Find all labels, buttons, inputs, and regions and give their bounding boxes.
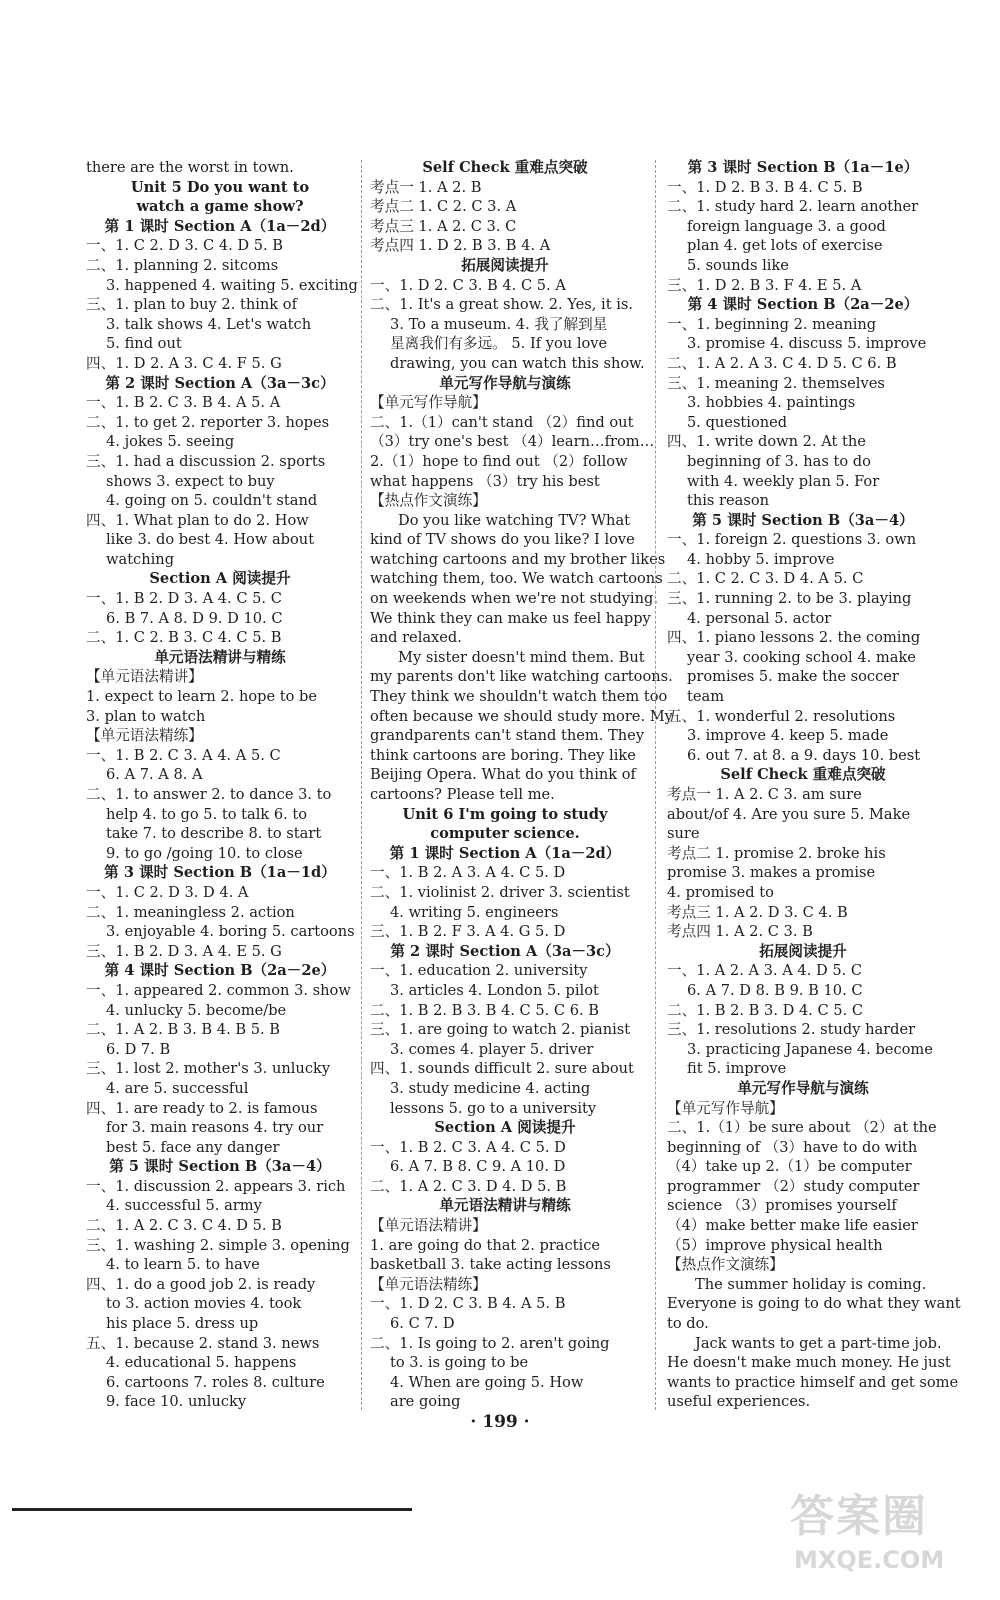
answer-line: 三、1. washing 2. simple 3. opening bbox=[86, 1236, 350, 1254]
answer-line: 二、1. C 2. C 3. D 4. A 5. C bbox=[667, 570, 864, 588]
answer-line: 二、1. meaningless 2. action bbox=[86, 903, 295, 921]
answer-line: 四、1. D 2. A 3. C 4. F 5. G bbox=[86, 354, 282, 372]
answer-line: grandparents can't stand them. They bbox=[370, 727, 645, 745]
answer-line: We think they can make us feel happy bbox=[370, 609, 651, 627]
answer-line: kind of TV shows do you like? I love bbox=[370, 531, 635, 549]
answer-line: 4. educational 5. happens bbox=[106, 1354, 297, 1372]
answer-line: best 5. face any danger bbox=[106, 1138, 280, 1156]
answer-line: 4. When are going 5. How bbox=[390, 1373, 584, 1391]
answer-line: 一、1. B 2. C 3. B 4. A 5. A bbox=[86, 394, 281, 412]
answer-line: foreign language 3. a good bbox=[687, 217, 886, 235]
section-heading: 单元写作导航与演练 bbox=[439, 374, 571, 392]
answer-line: cartoons? Please tell me. bbox=[370, 786, 555, 803]
answer-line: 三、1. plan to buy 2. think of bbox=[86, 296, 297, 314]
answer-line: for 3. main reasons 4. try our bbox=[106, 1119, 324, 1137]
answer-line: plan 4. get lots of exercise bbox=[687, 237, 883, 255]
answer-line: 一、1. discussion 2. appears 3. rich bbox=[86, 1177, 346, 1195]
answer-line: 一、1. A 2. A 3. A 4. D 5. C bbox=[667, 962, 863, 980]
answer-line: 6. B 7. A 8. D 9. D 10. C bbox=[106, 609, 283, 627]
answer-line: 【热点作文演练】 bbox=[370, 492, 487, 510]
answer-line: My sister doesn't mind them. But bbox=[398, 648, 645, 666]
answer-line: 【热点作文演练】 bbox=[667, 1256, 784, 1274]
column-divider bbox=[655, 160, 656, 1410]
answer-line: 【单元语法精练】 bbox=[370, 1275, 487, 1293]
answer-line: 三、1. meaning 2. themselves bbox=[667, 374, 885, 392]
answer-line: 6. out 7. at 8. a 9. days 10. best bbox=[687, 746, 921, 764]
column-divider bbox=[361, 160, 362, 1410]
answer-line: 二、1. B 2. B 3. D 4. C 5. C bbox=[667, 1001, 864, 1019]
answer-line: They think we shouldn't watch them too bbox=[370, 688, 668, 706]
section-heading: 第 5 课时 Section B（3a－4） bbox=[692, 511, 914, 529]
footer-rule bbox=[12, 1508, 412, 1511]
answer-line: 三、1. lost 2. mother's 3. unlucky bbox=[86, 1060, 331, 1078]
answer-line: 考点一 1. A 2. B bbox=[370, 178, 482, 196]
answer-line: 一、1. C 2. D 3. C 4. D 5. B bbox=[86, 237, 284, 255]
section-heading: Unit 5 Do you want to bbox=[130, 178, 310, 196]
answer-line: to 3. action movies 4. took bbox=[106, 1295, 302, 1313]
answer-line: his place 5. dress up bbox=[106, 1315, 259, 1333]
answer-line: 四、1. write down 2. At the bbox=[667, 433, 866, 451]
answer-line: wants to practice himself and get some bbox=[667, 1373, 959, 1391]
answer-line: （4）take up 2.（1）be computer bbox=[667, 1158, 912, 1176]
answer-line: 考点二 1. promise 2. broke his bbox=[667, 844, 886, 862]
answer-line: to do. bbox=[667, 1315, 709, 1333]
answer-line: 4. to learn 5. to have bbox=[106, 1256, 260, 1274]
answer-line: and relaxed. bbox=[370, 629, 462, 647]
answer-line: 3. improve 4. keep 5. made bbox=[687, 727, 889, 745]
section-heading: 第 2 课时 Section A（3a－3c） bbox=[390, 942, 620, 960]
answer-line: 6. C 7. D bbox=[390, 1315, 455, 1333]
answer-line: 三、1. running 2. to be 3. playing bbox=[667, 590, 912, 608]
answer-line: 二、1. Is going to 2. aren't going bbox=[370, 1334, 610, 1352]
answer-line: 四、1. are ready to 2. is famous bbox=[86, 1099, 318, 1117]
answer-line: 二、1. A 2. C 3. C 4. D 5. B bbox=[86, 1217, 282, 1235]
section-heading: 第 1 课时 Section A（1a－2d） bbox=[389, 844, 621, 862]
answer-line: 考点三 1. A 2. D 3. C 4. B bbox=[667, 903, 848, 921]
answer-line: 6. A 7. B 8. C 9. A 10. D bbox=[390, 1158, 566, 1176]
section-heading: Section A 阅读提升 bbox=[149, 570, 291, 588]
answer-line: like 3. do best 4. How about bbox=[106, 531, 315, 549]
answer-line: to 3. is going to be bbox=[390, 1354, 529, 1372]
section-heading: 第 2 课时 Section A（3a－3c） bbox=[105, 374, 335, 392]
section-heading: Self Check 重难点突破 bbox=[720, 766, 886, 784]
answer-line: 四、1. do a good job 2. is ready bbox=[86, 1275, 316, 1293]
answer-line: 考点三 1. A 2. C 3. C bbox=[370, 217, 517, 235]
answer-line: Beijing Opera. What do you think of bbox=[370, 766, 636, 784]
section-heading: Self Check 重难点突破 bbox=[422, 159, 588, 176]
answer-line: watching cartoons and my brother likes bbox=[370, 550, 666, 568]
answer-line: 3. enjoyable 4. boring 5. cartoons bbox=[106, 923, 355, 941]
answer-line: 3. plan to watch bbox=[86, 707, 206, 725]
answer-line: 6. A 7. A 8. A bbox=[106, 766, 203, 784]
section-heading: 第 5 课时 Section B（3a－4） bbox=[109, 1158, 331, 1176]
answer-line: （5）improve physical health bbox=[667, 1236, 883, 1254]
answer-line: 三、1. had a discussion 2. sports bbox=[86, 452, 326, 470]
section-heading: 单元语法精讲与精练 bbox=[154, 648, 286, 666]
answer-line: promises 5. make the soccer bbox=[687, 668, 899, 686]
answer-line: 星离我们有多远。 5. If you love bbox=[390, 335, 608, 353]
answer-line: 3. comes 4. player 5. driver bbox=[390, 1040, 594, 1058]
answer-line: programmer （2）study computer bbox=[667, 1177, 920, 1195]
column-left bbox=[86, 158, 358, 1412]
answer-line: （3）try one's best （4）learn…from… bbox=[370, 433, 655, 451]
watermark-logo bbox=[790, 1480, 975, 1592]
answer-line: 二、1. A 2. B 3. B 4. B 5. B bbox=[86, 1021, 280, 1039]
answer-line: 5. find out bbox=[106, 335, 182, 353]
answer-line: beginning of （3）have to do with bbox=[667, 1138, 918, 1156]
answer-line: 二、1. study hard 2. learn another bbox=[667, 198, 919, 216]
answer-line: 二、1. It's a great show. 2. Yes, it is. bbox=[370, 296, 634, 314]
answer-line: about/of 4. Are you sure 5. Make bbox=[667, 805, 911, 823]
answer-line: 三、1. D 2. B 3. F 4. E 5. A bbox=[667, 276, 862, 294]
answer-line: 3. articles 4. London 5. pilot bbox=[390, 981, 599, 999]
answer-line: 二、1. violinist 2. driver 3. scientist bbox=[370, 883, 630, 901]
answer-line: 1. expect to learn 2. hope to be bbox=[86, 688, 318, 706]
answer-line: （4）make better make life easier bbox=[667, 1217, 918, 1235]
answer-line: 一、1. D 2. C 3. B 4. C 5. A bbox=[370, 276, 566, 294]
answer-line: 【单元写作导航】 bbox=[667, 1099, 784, 1117]
answer-line: 4. personal 5. actor bbox=[687, 609, 832, 627]
section-heading: 第 3 课时 Section B（1a－1e） bbox=[687, 159, 919, 176]
answer-line: on weekends when we're not studying. bbox=[370, 590, 658, 608]
answer-line: basketball 3. take acting lessons bbox=[370, 1256, 611, 1274]
answer-line: 6. D 7. B bbox=[106, 1040, 171, 1058]
answer-line: year 3. cooking school 4. make bbox=[687, 648, 916, 666]
answer-line: think cartoons are boring. They like bbox=[370, 746, 636, 764]
answer-line: this reason bbox=[687, 492, 770, 510]
answer-line: 考点一 1. A 2. C 3. am sure bbox=[667, 786, 862, 803]
answer-line: team bbox=[687, 688, 725, 706]
answer-line: 一、1. B 2. A 3. A 4. C 5. D bbox=[370, 864, 566, 882]
answer-line: 四、1. What plan to do 2. How bbox=[86, 511, 309, 529]
answer-line: 3. hobbies 4. paintings bbox=[687, 394, 856, 412]
answer-line: 2.（1）hope to find out （2）follow bbox=[370, 452, 628, 470]
answer-line: He doesn't make much money. He just bbox=[667, 1354, 951, 1372]
answer-line: Do you like watching TV? What bbox=[398, 511, 631, 529]
answer-line: help 4. to go 5. to talk 6. to bbox=[106, 805, 308, 823]
answer-line: 3. happened 4. waiting 5. exciting bbox=[106, 276, 358, 294]
answer-line: 4. hobby 5. improve bbox=[687, 550, 835, 568]
answer-line: 3. practicing Japanese 4. become bbox=[687, 1040, 933, 1058]
section-heading: Unit 6 I'm going to study bbox=[402, 805, 608, 823]
answer-line: 一、1. B 2. C 3. A 4. C 5. D bbox=[370, 1138, 566, 1156]
answer-line: what happens （3）try his best bbox=[370, 472, 600, 490]
answer-line: 二、1. C 2. B 3. C 4. C 5. B bbox=[86, 629, 282, 647]
answer-line: lessons 5. go to a university bbox=[390, 1099, 597, 1117]
answer-line: Everyone is going to do what they want bbox=[667, 1295, 961, 1313]
answer-line: Jack wants to get a part-time job. bbox=[695, 1334, 942, 1352]
answer-line: shows 3. expect to buy bbox=[106, 472, 275, 490]
answer-line: science （3）promises yourself bbox=[667, 1197, 897, 1215]
answer-line: 考点四 1. A 2. C 3. B bbox=[667, 923, 813, 941]
answer-line: 4. jokes 5. seeing bbox=[106, 433, 235, 451]
section-heading: 单元写作导航与演练 bbox=[737, 1079, 869, 1097]
section-heading: 第 4 课时 Section B（2a－2e） bbox=[687, 296, 919, 314]
answer-line: sure bbox=[667, 825, 700, 843]
column-right bbox=[667, 158, 961, 1412]
answer-line: 3. study medicine 4. acting bbox=[390, 1079, 591, 1097]
section-heading: Section A 阅读提升 bbox=[434, 1119, 576, 1137]
answer-line: 一、1. foreign 2. questions 3. own bbox=[667, 531, 917, 549]
answer-line: 三、1. B 2. D 3. A 4. E 5. G bbox=[86, 942, 282, 960]
answer-line: 6. A 7. D 8. B 9. B 10. C bbox=[687, 981, 863, 999]
answer-line: 4. going on 5. couldn't stand bbox=[106, 492, 318, 510]
section-heading: 第 1 课时 Section A（1a－2d） bbox=[104, 217, 336, 235]
answer-line: 3. To a museum. 4. 我了解到星 bbox=[390, 315, 608, 333]
answer-line: 3. talk shows 4. Let's watch bbox=[106, 315, 312, 333]
answer-line: there are the worst in town. bbox=[86, 159, 294, 176]
answer-line: often because we should study more. My bbox=[370, 707, 673, 725]
answer-line: 二、1. A 2. C 3. D 4. D 5. B bbox=[370, 1177, 567, 1195]
answer-line: beginning of 3. has to do bbox=[687, 452, 871, 470]
answer-line: 四、1. piano lessons 2. the coming bbox=[667, 629, 921, 647]
answer-line: 一、1. B 2. C 3. A 4. A 5. C bbox=[86, 746, 281, 764]
answer-line: 【单元语法精讲】 bbox=[86, 668, 203, 686]
answer-line: 三、1. B 2. F 3. A 4. G 5. D bbox=[370, 923, 566, 941]
answer-line: 9. face 10. unlucky bbox=[106, 1393, 247, 1411]
answer-line: 二、1. to get 2. reporter 3. hopes bbox=[86, 413, 330, 431]
answer-line: 一、1. beginning 2. meaning bbox=[667, 315, 877, 333]
watermark-text: 答案圈 bbox=[790, 1491, 928, 1542]
answer-line: 4. promised to bbox=[667, 883, 774, 901]
answer-line: 五、1. because 2. stand 3. news bbox=[86, 1334, 320, 1352]
answer-line: 二、1. to answer 2. to dance 3. to bbox=[86, 786, 332, 803]
answer-line: 3. promise 4. discuss 5. improve bbox=[687, 335, 927, 353]
answer-line: 1. are going do that 2. practice bbox=[370, 1236, 601, 1254]
answer-line: 【单元语法精讲】 bbox=[370, 1217, 487, 1235]
column-middle bbox=[370, 158, 673, 1412]
answer-line: fit 5. improve bbox=[687, 1060, 787, 1078]
answer-line: 考点二 1. C 2. C 3. A bbox=[370, 198, 517, 216]
section-heading: 第 3 课时 Section B（1a－1d） bbox=[104, 864, 336, 882]
answer-line: 5. sounds like bbox=[687, 256, 789, 274]
answer-line: 一、1. D 2. B 3. B 4. C 5. B bbox=[667, 178, 863, 196]
section-heading: 单元语法精讲与精练 bbox=[439, 1197, 571, 1215]
answer-line: 6. cartoons 7. roles 8. culture bbox=[106, 1373, 325, 1391]
answer-line: promise 3. makes a promise bbox=[667, 864, 876, 882]
answer-line: 考点四 1. D 2. B 3. B 4. A bbox=[370, 237, 551, 255]
answer-line: 二、1. A 2. A 3. C 4. D 5. C 6. B bbox=[667, 354, 897, 372]
answer-line: 4. unlucky 5. become/be bbox=[106, 1001, 287, 1019]
answer-line: 4. writing 5. engineers bbox=[390, 903, 559, 921]
answer-line: 二、1. planning 2. sitcoms bbox=[86, 256, 279, 274]
answer-line: watching bbox=[106, 550, 175, 568]
section-heading: 第 4 课时 Section B（2a－2e） bbox=[104, 962, 336, 980]
answer-line: with 4. weekly plan 5. For bbox=[687, 472, 880, 490]
section-heading: watch a game show? bbox=[136, 198, 304, 216]
answer-line: 【单元语法精练】 bbox=[86, 727, 203, 745]
page-number: · 199 · bbox=[470, 1412, 530, 1432]
answer-line: 【单元写作导航】 bbox=[370, 394, 487, 412]
answer-line: useful experiences. bbox=[667, 1393, 811, 1411]
answer-line: 一、1. B 2. D 3. A 4. C 5. C bbox=[86, 590, 282, 608]
answer-line: 二、1. B 2. B 3. B 4. C 5. C 6. B bbox=[370, 1001, 599, 1019]
answer-line: 一、1. appeared 2. common 3. show bbox=[86, 981, 351, 999]
answer-line: take 7. to describe 8. to start bbox=[106, 825, 322, 843]
answer-line: 一、1. education 2. university bbox=[370, 962, 588, 980]
answer-line: The summer holiday is coming. bbox=[695, 1275, 927, 1293]
section-heading: 拓展阅读提升 bbox=[461, 256, 549, 274]
answer-line: 二、1.（1）can't stand （2）find out bbox=[370, 413, 634, 431]
answer-line: are going bbox=[390, 1393, 461, 1411]
answer-line: 一、1. C 2. D 3. D 4. A bbox=[86, 883, 249, 901]
answer-line: my parents don't like watching cartoons. bbox=[370, 668, 673, 686]
answer-line: 4. are 5. successful bbox=[106, 1079, 249, 1097]
answer-line: watching them, too. We watch cartoons bbox=[370, 570, 663, 588]
answer-line: 三、1. are going to watch 2. pianist bbox=[370, 1021, 631, 1039]
answer-line: 9. to go /going 10. to close bbox=[106, 844, 303, 862]
answer-line: drawing, you can watch this show. bbox=[390, 354, 645, 372]
answer-line: 三、1. resolutions 2. study harder bbox=[667, 1021, 916, 1039]
watermark-url: MXQE.COM bbox=[794, 1546, 945, 1574]
answer-line: 5. questioned bbox=[687, 413, 788, 431]
answer-line: 一、1. D 2. C 3. B 4. A 5. B bbox=[370, 1295, 566, 1313]
section-heading: computer science. bbox=[430, 825, 580, 843]
answer-line: 二、1.（1）be sure about （2）at the bbox=[667, 1119, 937, 1137]
section-heading: 拓展阅读提升 bbox=[759, 942, 847, 960]
answer-line: 4. successful 5. army bbox=[106, 1197, 262, 1215]
answer-line: 五、1. wonderful 2. resolutions bbox=[667, 707, 896, 725]
answer-line: 四、1. sounds difficult 2. sure about bbox=[370, 1060, 634, 1078]
